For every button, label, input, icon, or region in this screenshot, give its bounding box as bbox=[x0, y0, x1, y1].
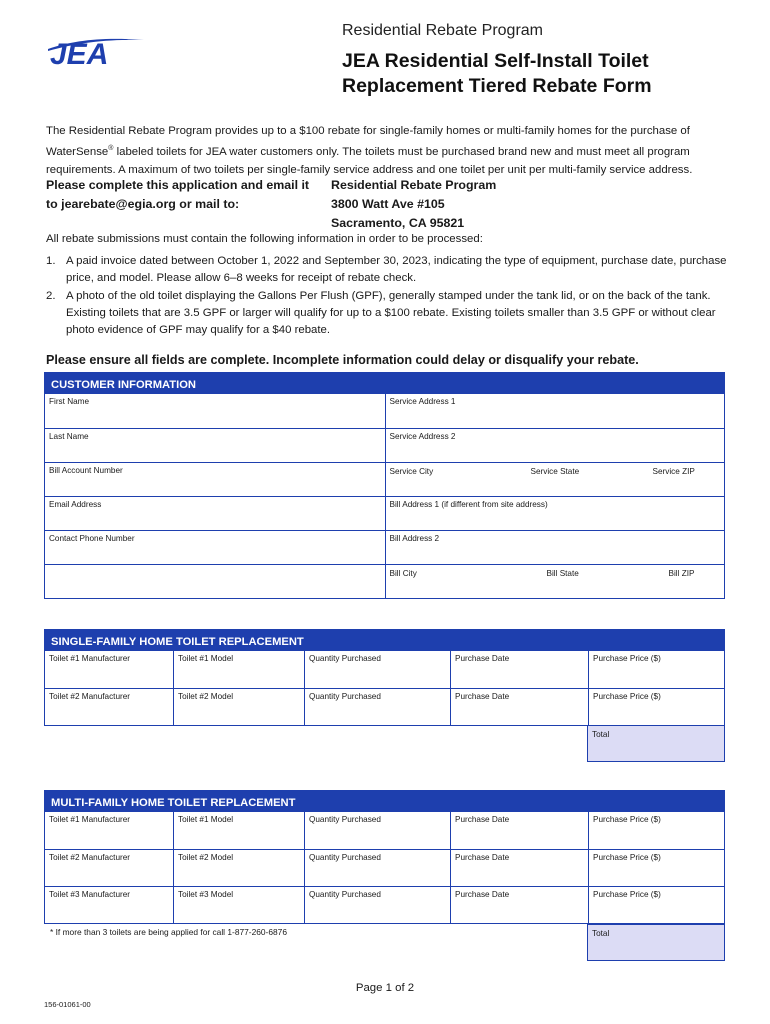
intro-paragraph bbox=[46, 122, 730, 179]
list-number: 2. bbox=[46, 290, 56, 302]
purchase-price-field[interactable] bbox=[588, 689, 724, 725]
form-row bbox=[45, 394, 724, 428]
field-label: Purchase Price ($) bbox=[593, 692, 661, 701]
purchase-price-field[interactable] bbox=[588, 887, 724, 923]
first-name-field[interactable] bbox=[45, 394, 385, 428]
field-label: Toilet #1 Model bbox=[178, 654, 234, 663]
program-name: Residential Rebate Program bbox=[342, 22, 543, 39]
email-field[interactable] bbox=[45, 497, 385, 530]
list-text: A paid invoice dated between October 1, 2022 and September 30, 2023, indicating the type of equipment, purchase date, purchase price, and model. Please allow 6–8 weeks for receipt of rebate check. bbox=[66, 255, 727, 284]
field-label: Quantity Purchased bbox=[309, 654, 381, 663]
field-label: Last Name bbox=[49, 432, 89, 441]
form-row bbox=[45, 462, 724, 496]
blank-field[interactable] bbox=[45, 565, 385, 598]
field-label: Toilet #2 Manufacturer bbox=[49, 692, 131, 701]
form-row bbox=[45, 428, 724, 462]
single-family-heading: SINGLE-FAMILY HOME TOILET REPLACEMENT bbox=[44, 629, 725, 651]
field-label: Purchase Price ($) bbox=[593, 654, 661, 663]
field-label: Toilet #1 Model bbox=[178, 815, 234, 824]
bill-address-2-field[interactable] bbox=[385, 531, 725, 564]
model-field[interactable] bbox=[173, 887, 304, 923]
form-code: 156-01061-00 bbox=[44, 1000, 91, 1009]
manufacturer-field[interactable] bbox=[45, 651, 173, 688]
field-label: Toilet #3 Model bbox=[178, 890, 234, 899]
purchase-date-field[interactable] bbox=[450, 887, 588, 923]
completion-warning: Please ensure all fields are complete. Incomplete information could delay or disqualify your rebate. bbox=[46, 353, 639, 367]
purchase-date-field[interactable] bbox=[450, 812, 588, 849]
phone-field[interactable] bbox=[45, 531, 385, 564]
multi-family-footnote: * If more than 3 toilets are being applied for call 1-877-260-6876 bbox=[50, 927, 287, 937]
submit-instructions bbox=[46, 176, 336, 214]
field-label: Service Address 2 bbox=[389, 432, 456, 441]
single-family-grid bbox=[44, 651, 725, 726]
field-label: Contact Phone Number bbox=[49, 534, 135, 543]
field-label: Purchase Price ($) bbox=[593, 853, 661, 862]
multi-family-heading: MULTI-FAMILY HOME TOILET REPLACEMENT bbox=[44, 790, 725, 812]
list-item bbox=[46, 253, 736, 287]
model-field[interactable] bbox=[173, 689, 304, 725]
intro-part-1: The Residential Rebate Program provides up to a $100 rebate for single-family homes or multi-family homes for the purchase of WaterSense bbox=[46, 125, 690, 158]
field-label: Quantity Purchased bbox=[309, 890, 381, 899]
field-label: Bill Address 2 bbox=[389, 534, 440, 543]
manufacturer-field[interactable] bbox=[45, 887, 173, 923]
instructions-line-2: to jearebate@egia.org or mail to: bbox=[46, 197, 240, 211]
bill-account-field[interactable] bbox=[45, 463, 385, 496]
quantity-field[interactable] bbox=[304, 651, 450, 688]
field-label: Toilet #3 Manufacturer bbox=[49, 890, 131, 899]
manufacturer-field[interactable] bbox=[45, 689, 173, 725]
address-line-1: Residential Rebate Program bbox=[331, 178, 497, 192]
last-name-field[interactable] bbox=[45, 429, 385, 462]
mailing-address bbox=[331, 176, 631, 233]
table-row bbox=[45, 688, 724, 725]
service-address-1-field[interactable] bbox=[385, 394, 725, 428]
bill-address-1-field[interactable] bbox=[385, 497, 725, 530]
field-label: Bill City bbox=[389, 569, 417, 578]
field-label: Toilet #2 Model bbox=[178, 692, 234, 701]
field-label: Toilet #1 Manufacturer bbox=[49, 815, 131, 824]
field-label: Service State bbox=[530, 467, 580, 476]
multi-family-section bbox=[44, 790, 725, 924]
title-line-1: JEA Residential Self-Install Toilet bbox=[342, 50, 649, 72]
quantity-field[interactable] bbox=[304, 850, 450, 886]
table-row bbox=[45, 651, 724, 688]
list-number: 1. bbox=[46, 255, 56, 267]
single-family-section bbox=[44, 629, 725, 726]
manufacturer-field[interactable] bbox=[45, 812, 173, 849]
field-label: Toilet #2 Model bbox=[178, 853, 234, 862]
field-label: Total bbox=[592, 730, 610, 739]
page-number: Page 1 of 2 bbox=[355, 982, 415, 994]
table-row bbox=[45, 812, 724, 849]
customer-info-grid bbox=[44, 394, 725, 599]
field-label: Purchase Date bbox=[455, 853, 510, 862]
multi-family-total-field[interactable] bbox=[587, 924, 725, 961]
logo-text: JEA bbox=[50, 38, 109, 68]
list-item bbox=[46, 288, 736, 339]
field-label: Toilet #2 Manufacturer bbox=[49, 853, 131, 862]
field-label: Service ZIP bbox=[652, 467, 695, 476]
model-field[interactable] bbox=[173, 812, 304, 849]
address-line-3: Sacramento, CA 95821 bbox=[331, 216, 465, 230]
field-label: Purchase Date bbox=[455, 692, 510, 701]
field-label: Quantity Purchased bbox=[309, 815, 381, 824]
field-label: Toilet #1 Manufacturer bbox=[49, 654, 131, 663]
manufacturer-field[interactable] bbox=[45, 850, 173, 886]
field-label: Quantity Purchased bbox=[309, 692, 381, 701]
table-row bbox=[45, 886, 724, 923]
purchase-price-field[interactable] bbox=[588, 850, 724, 886]
single-family-total-field[interactable] bbox=[587, 725, 725, 762]
field-label: Purchase Date bbox=[455, 815, 510, 824]
quantity-field[interactable] bbox=[304, 887, 450, 923]
page-title bbox=[342, 49, 742, 99]
purchase-date-field[interactable] bbox=[450, 689, 588, 725]
field-label: First Name bbox=[49, 397, 90, 406]
jea-logo bbox=[44, 28, 148, 68]
intro-part-2: labeled toilets for JEA water customers only. The toilets must be purchased brand new and must meet all program requirements. A maximum of two toilets per single-family service address and one toilet per unit per multi-family service address. bbox=[46, 145, 693, 176]
quantity-field[interactable] bbox=[304, 812, 450, 849]
field-label: Purchase Price ($) bbox=[593, 815, 661, 824]
field-label: Purchase Price ($) bbox=[593, 890, 661, 899]
purchase-price-field[interactable] bbox=[588, 812, 724, 849]
submission-note: All rebate submissions must contain the following information in order to be processed: bbox=[46, 233, 483, 245]
purchase-date-field[interactable] bbox=[450, 651, 588, 688]
form-row bbox=[45, 564, 724, 598]
field-label: Service Address 1 bbox=[389, 397, 456, 406]
purchase-date-field[interactable] bbox=[450, 850, 588, 886]
multi-family-grid bbox=[44, 812, 725, 924]
purchase-price-field[interactable] bbox=[588, 651, 724, 688]
title-line-2: Replacement Tiered Rebate Form bbox=[342, 75, 652, 97]
field-label: Purchase Date bbox=[455, 654, 510, 663]
customer-info-section bbox=[44, 372, 725, 599]
bill-city-state-zip-field[interactable] bbox=[385, 565, 725, 598]
field-label: Quantity Purchased bbox=[309, 853, 381, 862]
field-label: Bill Account Number bbox=[49, 466, 123, 475]
model-field[interactable] bbox=[173, 651, 304, 688]
field-label: Service City bbox=[389, 467, 434, 476]
quantity-field[interactable] bbox=[304, 689, 450, 725]
instructions-line-1: Please complete this application and email it bbox=[46, 178, 310, 192]
registered-mark: ® bbox=[108, 145, 114, 152]
service-city-state-zip-field[interactable] bbox=[385, 463, 725, 496]
list-text: A photo of the old toilet displaying the Gallons Per Flush (GPF), generally stamped under the tank lid, or on the back of the tank. Existing toilets that are 3.5 GPF or larger will qualify for up to a $100 rebate. Existing toilets smaller than 3.5 GPF or without clear photo evidence of GPF may qualify for a $40 rebate. bbox=[66, 290, 716, 336]
field-label: Bill ZIP bbox=[668, 569, 695, 578]
requirements-list bbox=[46, 253, 736, 340]
field-label: Total bbox=[592, 929, 610, 938]
form-row bbox=[45, 530, 724, 564]
field-label: Bill State bbox=[546, 569, 579, 578]
table-row bbox=[45, 849, 724, 886]
service-address-2-field[interactable] bbox=[385, 429, 725, 462]
address-line-2: 3800 Watt Ave #105 bbox=[331, 197, 445, 211]
field-label: Email Address bbox=[49, 500, 102, 509]
customer-info-heading: CUSTOMER INFORMATION bbox=[44, 372, 725, 394]
form-row bbox=[45, 496, 724, 530]
model-field[interactable] bbox=[173, 850, 304, 886]
field-label: Purchase Date bbox=[455, 890, 510, 899]
field-label: Bill Address 1 (if different from site address) bbox=[389, 500, 548, 509]
